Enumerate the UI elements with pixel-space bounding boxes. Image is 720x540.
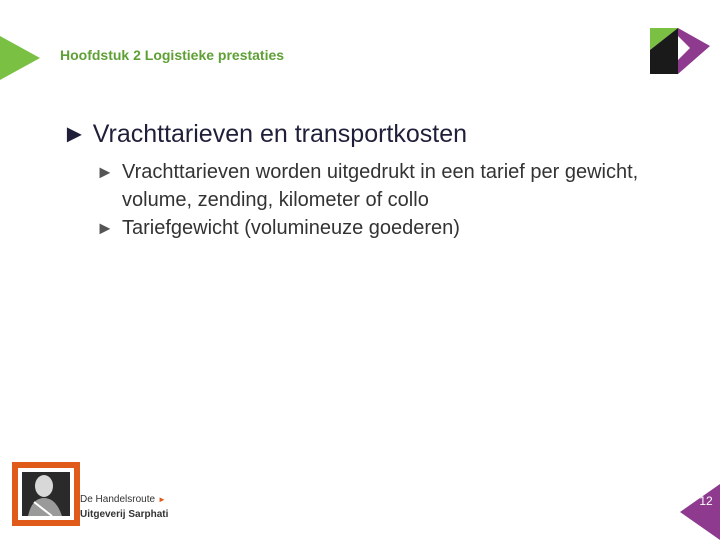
brand-arrow-icon: ►: [158, 495, 166, 504]
list-item: [96, 158, 696, 214]
bullet-text: Tariefgewicht (volumineuze goederen): [122, 217, 460, 239]
page-number: 12: [699, 494, 713, 508]
corner-logo-icon: [650, 28, 710, 74]
publisher-logo-icon: [12, 462, 80, 526]
list-item: [96, 214, 696, 242]
slide-heading-text: Vrachttarieven en transportkosten: [92, 120, 468, 148]
bullet-arrow-icon: ►: [62, 120, 87, 148]
bullet-arrow-icon: ►: [96, 162, 114, 182]
bullet-list: [96, 158, 696, 242]
slide-heading: [62, 120, 467, 149]
publisher-line1-text: De Handelsroute: [80, 494, 156, 505]
bullet-arrow-icon: ►: [96, 218, 114, 238]
bullet-text: Vrachttarieven worden uitgedrukt in een tarief per gewicht, volume, zending, kilometer of collo: [122, 161, 639, 211]
page-number-triangle: [680, 484, 720, 540]
chapter-title: Hoofdstuk 2 Logistieke prestaties: [60, 47, 285, 63]
publisher-line2: Uitgeverij Sarphati: [80, 509, 169, 520]
green-triangle-decoration: [0, 36, 40, 80]
publisher-line1: [80, 494, 166, 505]
